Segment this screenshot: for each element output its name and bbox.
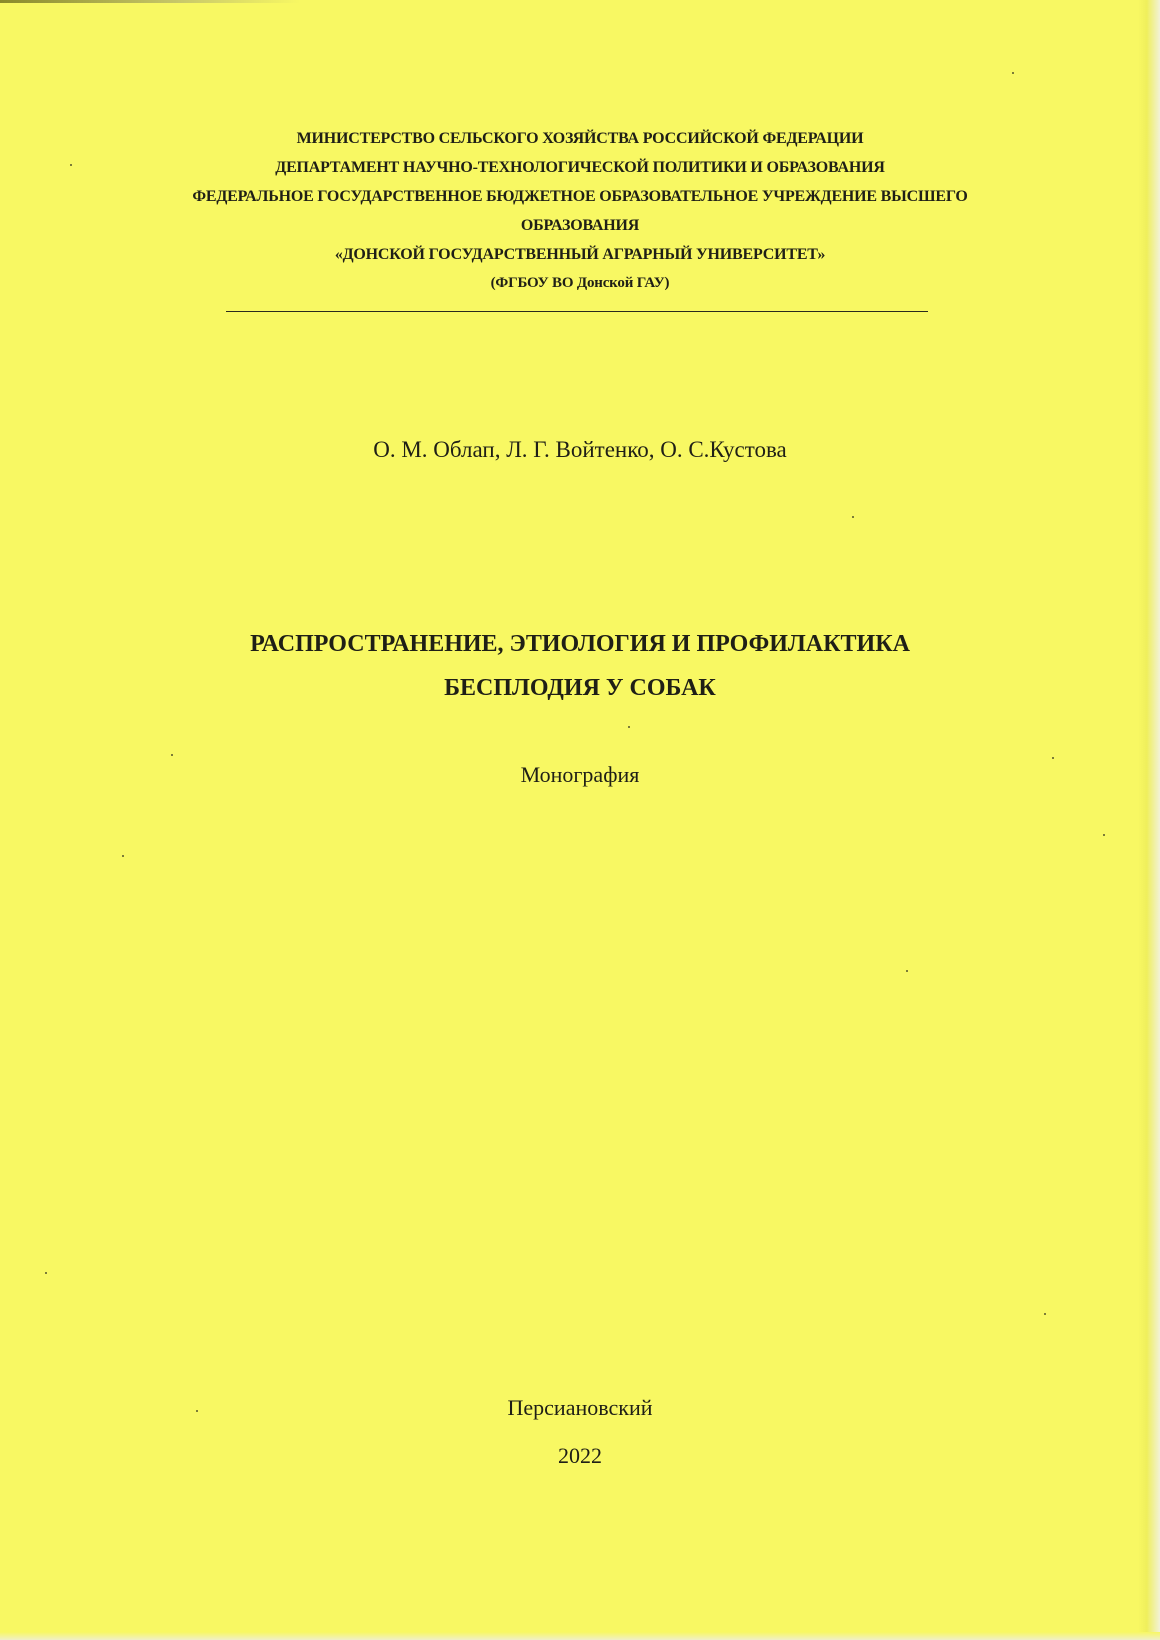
book-title: [0, 622, 1160, 710]
scan-speck: [906, 970, 908, 972]
scan-speck: [122, 855, 124, 857]
ministry-line: МИНИСТЕРСТВО СЕЛЬСКОГО ХОЗЯЙСТВА РОССИЙСКОЙ ФЕДЕРАЦИИ: [296, 130, 864, 147]
scan-speck: [171, 754, 173, 756]
header-divider: [226, 311, 928, 312]
scan-speck: [1052, 757, 1054, 759]
publication-year: 2022: [558, 1443, 602, 1468]
scan-edge-bottom: [0, 1632, 1160, 1640]
institution-type-line-cont: ОБРАЗОВАНИЯ: [520, 217, 640, 234]
authors: О. М. Облап, Л. Г. Войтенко, О. С.Кустова: [373, 437, 787, 462]
scan-speck: [1044, 1313, 1046, 1315]
institution-header: [0, 124, 1160, 298]
scan-speck: [628, 726, 630, 728]
university-name: «ДОНСКОЙ ГОСУДАРСТВЕННЫЙ АГРАРНЫЙ УНИВЕРСИТЕТ»: [334, 246, 826, 263]
scan-speck: [852, 516, 854, 518]
document-type: Монография: [520, 762, 640, 787]
title-line-1: РАСПРОСТРАНЕНИЕ, ЭТИОЛОГИЯ И ПРОФИЛАКТИКА: [250, 631, 910, 657]
scan-speck: [1103, 834, 1105, 836]
publication-place: Персиановский: [507, 1395, 653, 1420]
scan-speck: [45, 1272, 47, 1274]
scan-edge-top: [0, 0, 300, 3]
scan-speck: [1012, 72, 1014, 74]
scan-speck: [70, 164, 72, 166]
title-line-2: БЕСПЛОДИЯ У СОБАК: [444, 675, 716, 701]
institution-type-line: ФЕДЕРАЛЬНОЕ ГОСУДАРСТВЕННОЕ БЮДЖЕТНОЕ ОБРАЗОВАТЕЛЬНОЕ УЧРЕЖДЕНИЕ ВЫСШЕГО: [192, 188, 968, 205]
university-abbreviation: (ФГБОУ ВО Донской ГАУ): [490, 275, 670, 291]
scan-speck: [196, 1410, 198, 1412]
department-line: ДЕПАРТАМЕНТ НАУЧНО-ТЕХНОЛОГИЧЕСКОЙ ПОЛИТИКИ И ОБРАЗОВАНИЯ: [275, 159, 885, 176]
